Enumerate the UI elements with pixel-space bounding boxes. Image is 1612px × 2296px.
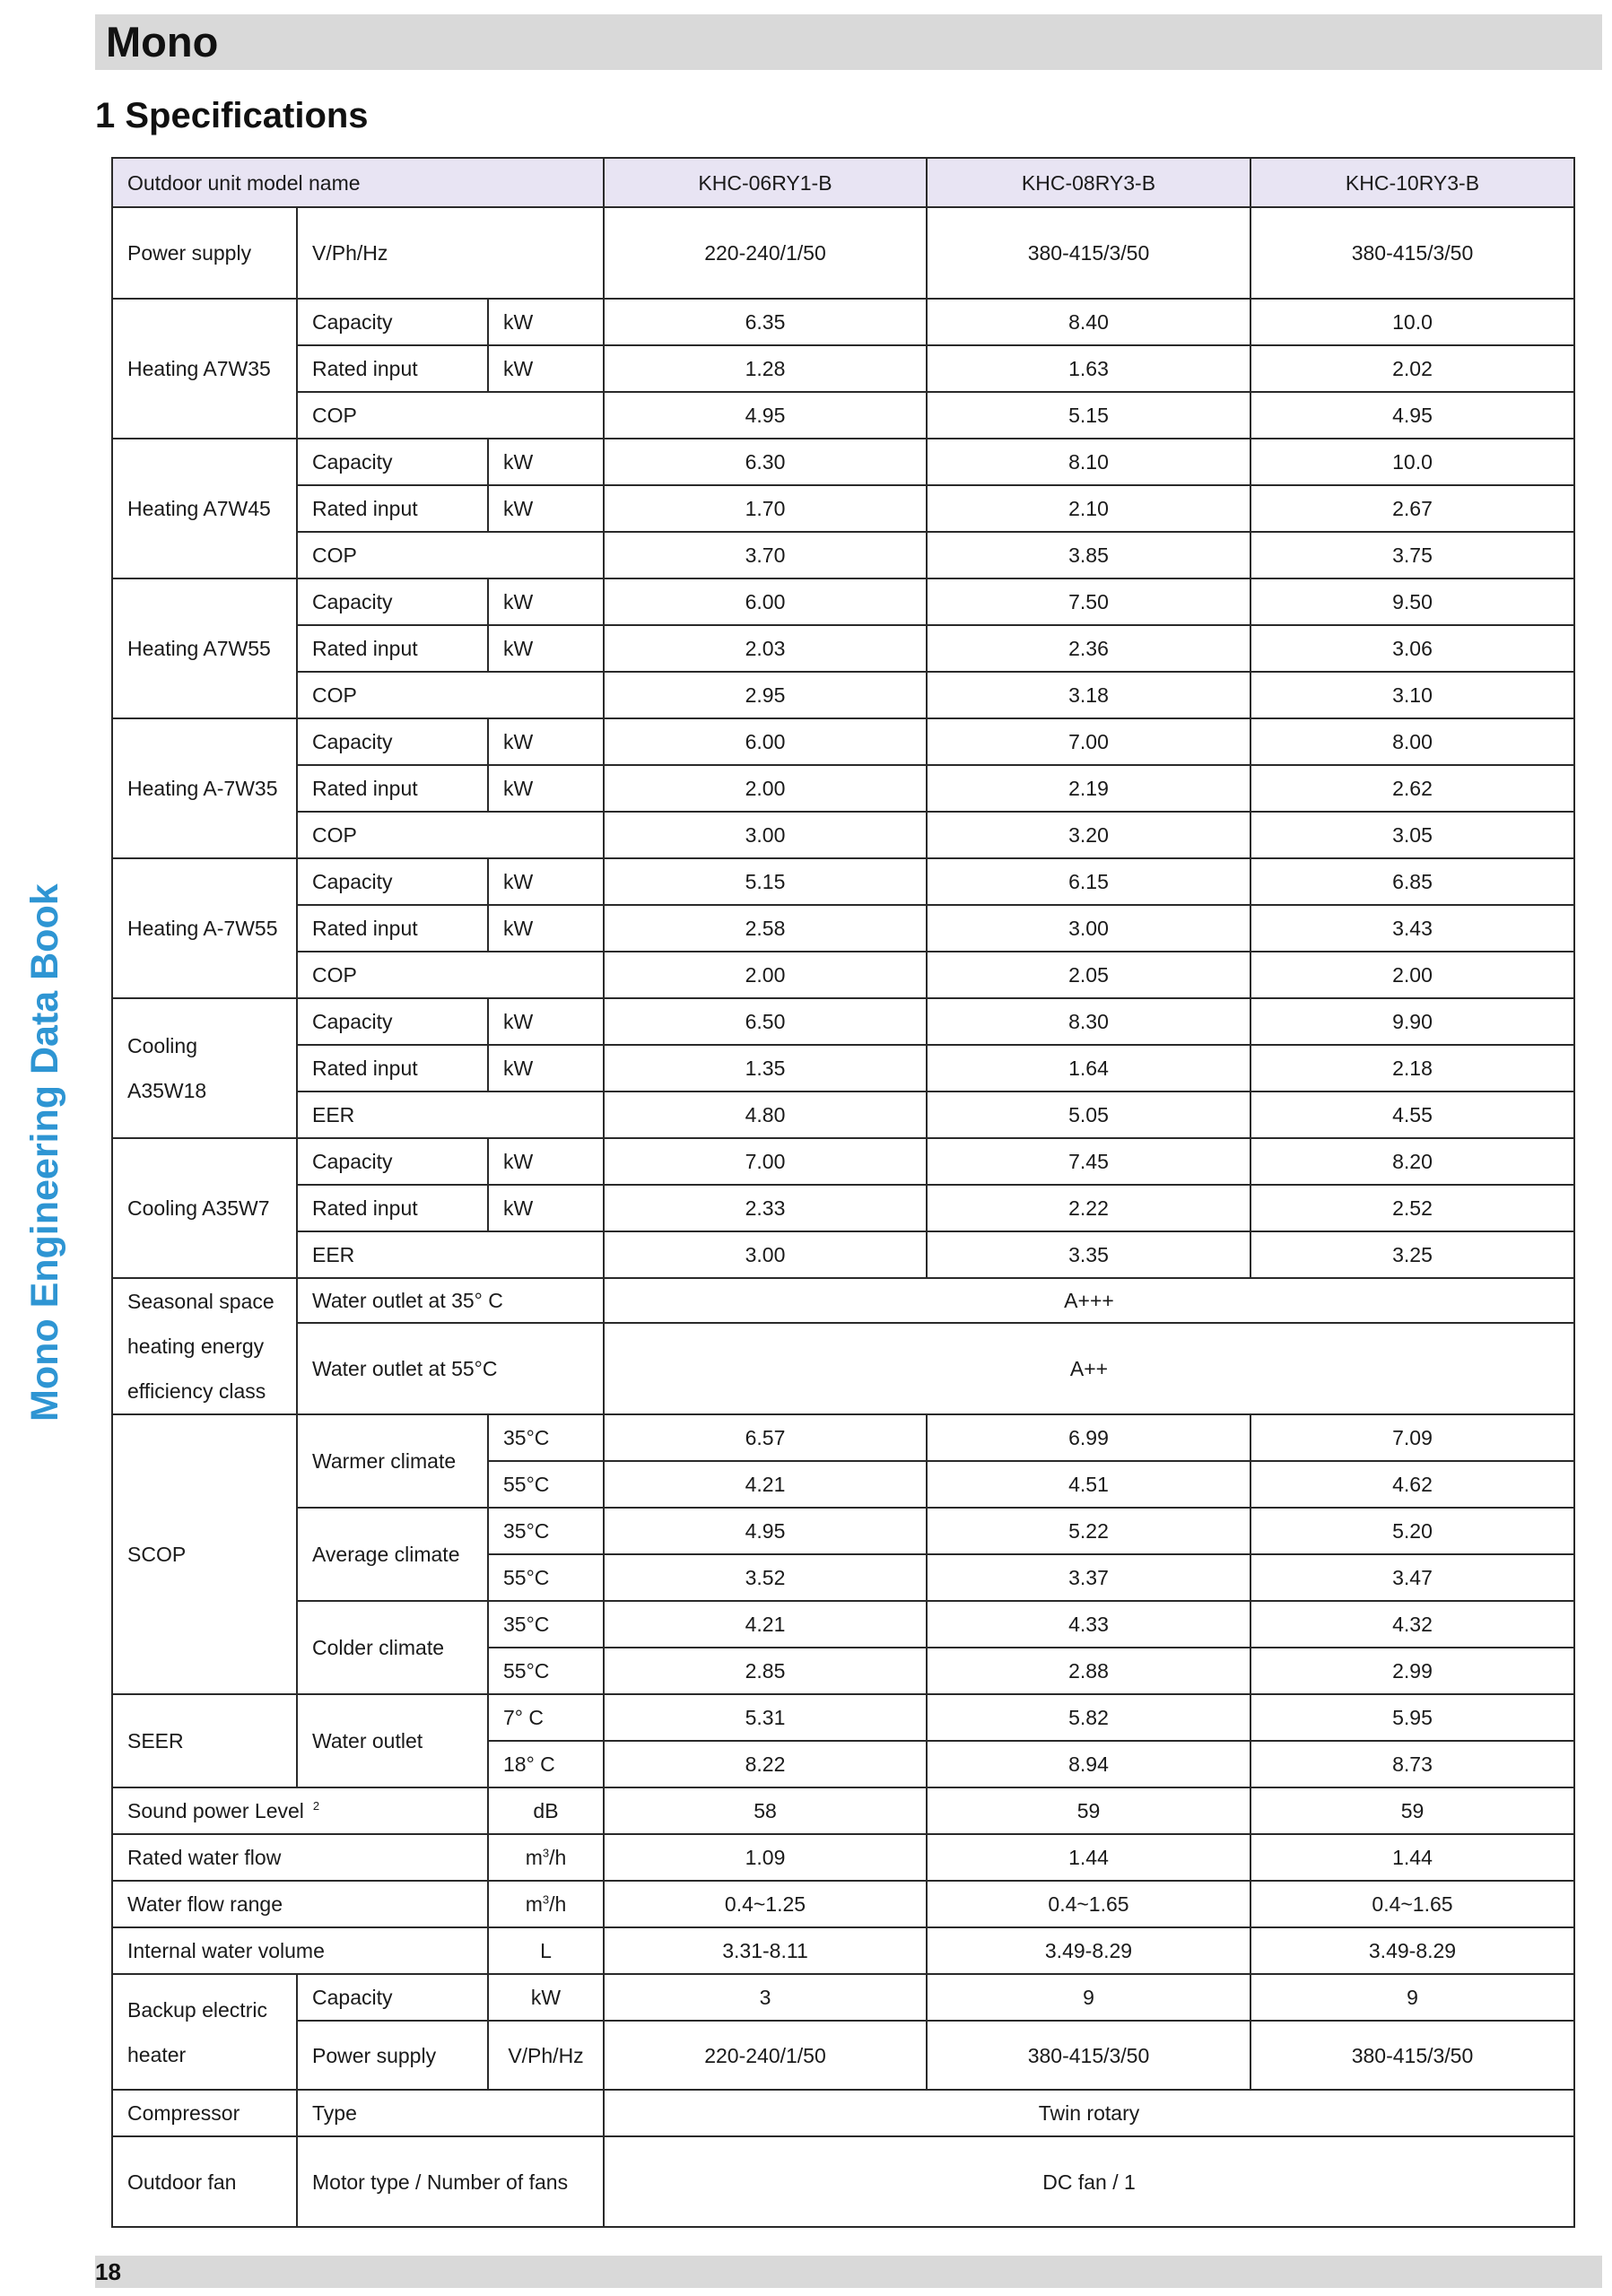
unit-base: m xyxy=(525,1846,543,1869)
value-cell: 10.0 xyxy=(1250,439,1574,485)
value-cell: 5.15 xyxy=(604,858,927,905)
specifications-table xyxy=(111,157,1575,2228)
item-label: Rated input xyxy=(297,485,488,532)
value-cell: 5.05 xyxy=(927,1091,1250,1138)
temp-cell: 55°C xyxy=(488,1461,604,1508)
unit-superscript: 3 xyxy=(542,1892,550,1907)
table-row xyxy=(112,2136,1574,2227)
table-row xyxy=(112,1278,1574,1323)
page-title: Mono xyxy=(106,18,219,65)
item-label: Capacity xyxy=(297,578,488,625)
unit-cell: kW xyxy=(488,858,604,905)
value-cell: 9 xyxy=(1250,1974,1574,2021)
item-label: Water outlet at 35° C xyxy=(297,1278,604,1323)
row-label: Rated water flow xyxy=(112,1834,488,1881)
item-label: EER xyxy=(297,1091,604,1138)
table-row xyxy=(112,1323,1574,1414)
value-cell: 3.47 xyxy=(1250,1554,1574,1601)
table-row xyxy=(112,2090,1574,2136)
value-cell: 380-415/3/50 xyxy=(927,2021,1250,2090)
row-label: Outdoor fan xyxy=(112,2136,297,2227)
item-label: Capacity xyxy=(297,858,488,905)
value-cell: A++ xyxy=(604,1323,1574,1414)
value-cell: 0.4~1.65 xyxy=(927,1881,1250,1927)
value-cell: 3.10 xyxy=(1250,672,1574,718)
unit-cell xyxy=(488,1881,604,1927)
group-label: Cooling A35W18 xyxy=(112,998,297,1138)
item-label: Rated input xyxy=(297,905,488,952)
temp-cell: 7° C xyxy=(488,1694,604,1741)
unit-cell: kW xyxy=(488,1138,604,1185)
row-label xyxy=(112,1787,488,1834)
table-row xyxy=(112,1974,1574,2021)
unit-cell: kW xyxy=(488,1045,604,1091)
unit-cell: kW xyxy=(488,578,604,625)
item-label: Capacity xyxy=(297,439,488,485)
value-cell: 4.55 xyxy=(1250,1091,1574,1138)
table-row xyxy=(112,812,1574,858)
value-cell: 6.00 xyxy=(604,578,927,625)
value-cell: 4.21 xyxy=(604,1461,927,1508)
temp-cell: 35°C xyxy=(488,1414,604,1461)
section-title: 1 Specifications xyxy=(95,96,369,135)
value-cell: 2.00 xyxy=(1250,952,1574,998)
unit-cell: kW xyxy=(488,1974,604,2021)
value-cell: 4.32 xyxy=(1250,1601,1574,1648)
value-cell: 3.43 xyxy=(1250,905,1574,952)
table-row xyxy=(112,392,1574,439)
value-cell: 8.22 xyxy=(604,1741,927,1787)
value-cell: 3.00 xyxy=(927,905,1250,952)
sound-label: Sound power Level xyxy=(127,1799,304,1822)
value-cell: 0.4~1.65 xyxy=(1250,1881,1574,1927)
value-cell: 2.36 xyxy=(927,625,1250,672)
value-cell: 8.10 xyxy=(927,439,1250,485)
value-cell: 4.95 xyxy=(1250,392,1574,439)
value-cell: 2.19 xyxy=(927,765,1250,812)
value-cell: 7.50 xyxy=(927,578,1250,625)
value-cell: 3.70 xyxy=(604,532,927,578)
value-cell: 7.00 xyxy=(604,1138,927,1185)
model-header-label: Outdoor unit model name xyxy=(112,158,604,207)
item-label: Water outlet at 55°C xyxy=(297,1323,604,1414)
value-cell: 5.82 xyxy=(927,1694,1250,1741)
value-cell: 4.95 xyxy=(604,1508,927,1554)
value-cell: 2.05 xyxy=(927,952,1250,998)
value-cell: 3.49-8.29 xyxy=(927,1927,1250,1974)
table-row xyxy=(112,207,1574,299)
temp-cell: 55°C xyxy=(488,1648,604,1694)
item-label: Rated input xyxy=(297,1045,488,1091)
value-cell: 59 xyxy=(1250,1787,1574,1834)
table-row xyxy=(112,578,1574,625)
value-cell: 6.99 xyxy=(927,1414,1250,1461)
item-label: COP xyxy=(297,952,604,998)
side-title: Mono Engineering Data Book xyxy=(23,883,66,1422)
value-cell: 3.05 xyxy=(1250,812,1574,858)
group-label: Heating A-7W35 xyxy=(112,718,297,858)
page-number: 18 xyxy=(95,2258,121,2285)
unit-cell: V/Ph/Hz xyxy=(488,2021,604,2090)
value-cell: 58 xyxy=(604,1787,927,1834)
temp-cell: 18° C xyxy=(488,1741,604,1787)
value-cell: 3.20 xyxy=(927,812,1250,858)
unit-cell: V/Ph/Hz xyxy=(297,207,604,299)
table-row xyxy=(112,625,1574,672)
value-cell: 6.30 xyxy=(604,439,927,485)
item-label: Capacity xyxy=(297,718,488,765)
value-cell: 5.95 xyxy=(1250,1694,1574,1741)
value-cell: 6.85 xyxy=(1250,858,1574,905)
value-cell: 5.31 xyxy=(604,1694,927,1741)
value-cell: 1.35 xyxy=(604,1045,927,1091)
unit-cell: kW xyxy=(488,765,604,812)
value-cell: 3.35 xyxy=(927,1231,1250,1278)
group-label: Seasonal space heating energy efficiency class xyxy=(112,1278,297,1414)
value-cell: 2.99 xyxy=(1250,1648,1574,1694)
group-label: Cooling A35W7 xyxy=(112,1138,297,1278)
value-cell: 2.18 xyxy=(1250,1045,1574,1091)
value-cell: 3.85 xyxy=(927,532,1250,578)
unit-cell: kW xyxy=(488,1185,604,1231)
model-name: KHC-08RY3-B xyxy=(927,158,1250,207)
value-cell: 3.00 xyxy=(604,812,927,858)
group-label: SCOP xyxy=(112,1414,297,1694)
table-row xyxy=(112,1231,1574,1278)
group-label: SEER xyxy=(112,1694,297,1787)
value-cell: 380-415/3/50 xyxy=(1250,207,1574,299)
value-cell: 8.94 xyxy=(927,1741,1250,1787)
climate-label: Average climate xyxy=(297,1508,488,1601)
value-cell: 9.50 xyxy=(1250,578,1574,625)
row-label: Power supply xyxy=(112,207,297,299)
value-cell: 3.18 xyxy=(927,672,1250,718)
value-cell: 59 xyxy=(927,1787,1250,1834)
value-cell: 4.95 xyxy=(604,392,927,439)
table-row xyxy=(112,1694,1574,1741)
value-cell: 4.62 xyxy=(1250,1461,1574,1508)
table-row xyxy=(112,998,1574,1045)
temp-cell: 55°C xyxy=(488,1554,604,1601)
item-label: Motor type / Number of fans xyxy=(297,2136,604,2227)
value-cell: 4.51 xyxy=(927,1461,1250,1508)
table-row xyxy=(112,858,1574,905)
row-label: Internal water volume xyxy=(112,1927,488,1974)
climate-label: Colder climate xyxy=(297,1601,488,1694)
value-cell: 5.15 xyxy=(927,392,1250,439)
value-cell: 2.95 xyxy=(604,672,927,718)
value-cell: 6.50 xyxy=(604,998,927,1045)
unit-cell: kW xyxy=(488,998,604,1045)
value-cell: 1.63 xyxy=(927,345,1250,392)
item-label: COP xyxy=(297,392,604,439)
table-row xyxy=(112,765,1574,812)
value-cell: 3.37 xyxy=(927,1554,1250,1601)
value-cell: 380-415/3/50 xyxy=(1250,2021,1574,2090)
item-label: Rated input xyxy=(297,1185,488,1231)
value-cell: 4.33 xyxy=(927,1601,1250,1648)
value-cell: 2.00 xyxy=(604,952,927,998)
table-row xyxy=(112,485,1574,532)
table-row xyxy=(112,1601,1574,1648)
value-cell: 8.40 xyxy=(927,299,1250,345)
table-row xyxy=(112,2021,1574,2090)
value-cell: 0.4~1.25 xyxy=(604,1881,927,1927)
value-cell: 8.30 xyxy=(927,998,1250,1045)
table-row xyxy=(112,1927,1574,1974)
table-row xyxy=(112,1508,1574,1554)
value-cell: 5.22 xyxy=(927,1508,1250,1554)
item-label: Capacity xyxy=(297,1138,488,1185)
table-row xyxy=(112,718,1574,765)
value-cell: 1.28 xyxy=(604,345,927,392)
value-cell: 8.20 xyxy=(1250,1138,1574,1185)
table-row xyxy=(112,345,1574,392)
item-label: Type xyxy=(297,2090,604,2136)
table-row xyxy=(112,952,1574,998)
row-label: Water flow range xyxy=(112,1881,488,1927)
value-cell: 7.00 xyxy=(927,718,1250,765)
value-cell: 2.85 xyxy=(604,1648,927,1694)
item-label: Capacity xyxy=(297,299,488,345)
value-cell: 2.62 xyxy=(1250,765,1574,812)
value-cell: 9 xyxy=(927,1974,1250,2021)
value-cell: 2.58 xyxy=(604,905,927,952)
value-cell: 1.44 xyxy=(927,1834,1250,1881)
value-cell: 1.64 xyxy=(927,1045,1250,1091)
value-cell: 3.75 xyxy=(1250,532,1574,578)
value-cell: 2.67 xyxy=(1250,485,1574,532)
value-cell: 3.31-8.11 xyxy=(604,1927,927,1974)
table-row xyxy=(112,672,1574,718)
table-row xyxy=(112,532,1574,578)
value-cell: 1.70 xyxy=(604,485,927,532)
value-cell: 1.44 xyxy=(1250,1834,1574,1881)
table-row xyxy=(112,1091,1574,1138)
table-row xyxy=(112,1138,1574,1185)
group-label: Heating A7W45 xyxy=(112,439,297,578)
unit-tail: /h xyxy=(549,1892,567,1916)
item-label: Capacity xyxy=(297,998,488,1045)
unit-cell: kW xyxy=(488,345,604,392)
unit-cell: kW xyxy=(488,485,604,532)
value-cell: 6.57 xyxy=(604,1414,927,1461)
unit-cell: L xyxy=(488,1927,604,1974)
unit-base: m xyxy=(525,1892,543,1916)
value-cell: 7.45 xyxy=(927,1138,1250,1185)
item-label: Capacity xyxy=(297,1974,488,2021)
value-cell: DC fan / 1 xyxy=(604,2136,1574,2227)
unit-cell: dB xyxy=(488,1787,604,1834)
value-cell: 9.90 xyxy=(1250,998,1574,1045)
value-cell: 4.21 xyxy=(604,1601,927,1648)
item-label: EER xyxy=(297,1231,604,1278)
table-row xyxy=(112,299,1574,345)
sub-label: Water outlet xyxy=(297,1694,488,1787)
item-label: COP xyxy=(297,812,604,858)
value-cell: 2.22 xyxy=(927,1185,1250,1231)
item-label: Rated input xyxy=(297,345,488,392)
value-cell: 2.10 xyxy=(927,485,1250,532)
value-cell: 3.00 xyxy=(604,1231,927,1278)
unit-cell: kW xyxy=(488,625,604,672)
temp-cell: 35°C xyxy=(488,1601,604,1648)
value-cell: 2.52 xyxy=(1250,1185,1574,1231)
footer-bar xyxy=(95,2256,1602,2288)
value-cell: 2.33 xyxy=(604,1185,927,1231)
item-label: Rated input xyxy=(297,625,488,672)
table-row xyxy=(112,1881,1574,1927)
table-row xyxy=(112,1834,1574,1881)
unit-cell xyxy=(488,1834,604,1881)
temp-cell: 35°C xyxy=(488,1508,604,1554)
table-row xyxy=(112,439,1574,485)
unit-cell: kW xyxy=(488,299,604,345)
model-name: KHC-10RY3-B xyxy=(1250,158,1574,207)
value-cell: 3.25 xyxy=(1250,1231,1574,1278)
group-label: Backup electric heater xyxy=(112,1974,297,2090)
group-label: Heating A7W35 xyxy=(112,299,297,439)
value-cell: 8.00 xyxy=(1250,718,1574,765)
climate-label: Warmer climate xyxy=(297,1414,488,1508)
footnote-marker: 2 xyxy=(312,1799,320,1813)
value-cell: 220-240/1/50 xyxy=(604,207,927,299)
table-row xyxy=(112,905,1574,952)
unit-cell: kW xyxy=(488,718,604,765)
value-cell: 3 xyxy=(604,1974,927,2021)
value-cell: 3.49-8.29 xyxy=(1250,1927,1574,1974)
value-cell: 5.20 xyxy=(1250,1508,1574,1554)
value-cell: 7.09 xyxy=(1250,1414,1574,1461)
value-cell: 2.00 xyxy=(604,765,927,812)
value-cell: 10.0 xyxy=(1250,299,1574,345)
item-label: COP xyxy=(297,532,604,578)
value-cell: 6.35 xyxy=(604,299,927,345)
unit-cell: kW xyxy=(488,905,604,952)
value-cell: 3.52 xyxy=(604,1554,927,1601)
table-row xyxy=(112,1045,1574,1091)
unit-superscript: 3 xyxy=(542,1846,550,1860)
value-cell: 220-240/1/50 xyxy=(604,2021,927,2090)
item-label: Power supply xyxy=(297,2021,488,2090)
value-cell: 8.73 xyxy=(1250,1741,1574,1787)
item-label: Rated input xyxy=(297,765,488,812)
value-cell: 4.80 xyxy=(604,1091,927,1138)
unit-tail: /h xyxy=(549,1846,567,1869)
table-row xyxy=(112,1414,1574,1461)
value-cell: Twin rotary xyxy=(604,2090,1574,2136)
value-cell: 2.02 xyxy=(1250,345,1574,392)
item-label: COP xyxy=(297,672,604,718)
value-cell: 1.09 xyxy=(604,1834,927,1881)
group-label: Heating A-7W55 xyxy=(112,858,297,998)
value-cell: 3.06 xyxy=(1250,625,1574,672)
unit-cell: kW xyxy=(488,439,604,485)
row-label: Compressor xyxy=(112,2090,297,2136)
value-cell: 380-415/3/50 xyxy=(927,207,1250,299)
value-cell: 6.15 xyxy=(927,858,1250,905)
model-name: KHC-06RY1-B xyxy=(604,158,927,207)
header-bar xyxy=(95,14,1602,70)
table-row xyxy=(112,1787,1574,1834)
value-cell: A+++ xyxy=(604,1278,1574,1323)
table-row xyxy=(112,1185,1574,1231)
value-cell: 6.00 xyxy=(604,718,927,765)
value-cell: 2.03 xyxy=(604,625,927,672)
table-row xyxy=(112,158,1574,207)
group-label: Heating A7W55 xyxy=(112,578,297,718)
value-cell: 2.88 xyxy=(927,1648,1250,1694)
